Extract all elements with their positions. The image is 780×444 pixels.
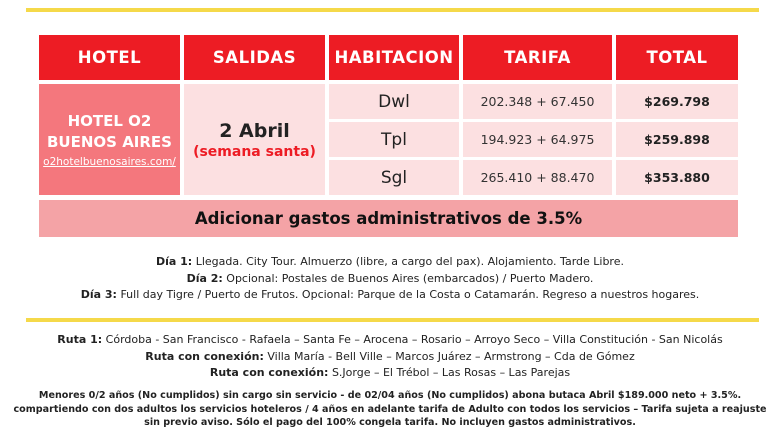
room-type: Dwl	[329, 84, 459, 119]
route-text: Villa María - Bell Ville – Marcos Juárez – Armstrong – Cda de Gómez	[263, 349, 635, 363]
itinerary-day	[0, 254, 780, 271]
day-text: Opcional: Postales de Buenos Aires (embarcados) / Puerto Madero.	[222, 271, 594, 285]
itinerary-day	[0, 271, 780, 288]
salida-date: 2 Abril	[219, 119, 290, 142]
salidas-cell	[184, 84, 325, 195]
room-type: Tpl	[329, 122, 459, 157]
day-label: Día 3:	[80, 288, 117, 301]
room-tarifa: 265.410 + 88.470	[463, 160, 612, 195]
rates-table	[39, 35, 738, 237]
room-type: Sgl	[329, 160, 459, 195]
table-row	[329, 122, 738, 157]
route-text: Córdoba - San Francisco - Rafaela – Santa Fe – Arocena – Rosario – Arroyo Seco – Villa Constitución - San Nicolás	[102, 333, 723, 346]
itinerary-day	[0, 287, 780, 304]
hotel-name-line2: BUENOS AIRES	[47, 133, 172, 151]
admin-fee-banner: Adicionar gastos administrativos de 3.5%	[39, 200, 738, 237]
route-label: Ruta 1:	[57, 333, 103, 346]
fine-print: Menores 0/2 años (No cumplidos) sin cargo sin servicio - de 02/04 años (No cumplidos) abona butaca Abril $189.000 neto + 3.5%. compartiendo con dos adultos los servicios hoteleros / 4 años en adelante tarifa de Adulto con todos los servicios – Tarifa sujeta a reajuste sin previo aviso. Sólo el pago del 100% congela tarifa. No incluyen gastos administrativos.	[13, 390, 767, 428]
header-total: TOTAL	[616, 35, 738, 80]
day-label: Día 2:	[186, 271, 223, 285]
room-total: $353.880	[616, 160, 738, 195]
room-tarifa: 202.348 + 67.450	[463, 84, 612, 119]
room-tarifa: 194.923 + 64.975	[463, 122, 612, 157]
route-line	[0, 332, 780, 349]
itinerary	[0, 254, 780, 304]
top-divider	[26, 8, 759, 12]
salida-note: (semana santa)	[193, 143, 316, 160]
day-label: Día 1:	[156, 255, 193, 268]
route-label: Ruta con conexión:	[145, 349, 264, 363]
day-text: Full day Tigre / Puerto de Frutos. Opcional: Parque de la Costa o Catamarán. Regreso a nuestros hogares.	[116, 288, 700, 301]
route-line	[0, 365, 780, 382]
table-body	[39, 84, 738, 195]
room-total: $269.798	[616, 84, 738, 119]
route-label: Ruta con conexión:	[209, 366, 329, 379]
hotel-cell	[39, 84, 180, 195]
hotel-website-link[interactable]: o2hotelbuenosaires.com/	[43, 156, 176, 168]
route-text: S.Jorge – El Trébol – Las Rosas – Las Parejas	[328, 366, 571, 379]
hotel-name-line1: HOTEL O2	[67, 112, 152, 130]
room-total: $259.898	[616, 122, 738, 157]
header-hotel: HOTEL	[39, 35, 180, 80]
table-row	[329, 84, 738, 119]
table-header-row	[39, 35, 738, 80]
route-line	[0, 349, 780, 366]
header-salidas: SALIDAS	[184, 35, 325, 80]
header-tarifa: TARIFA	[463, 35, 612, 80]
middle-divider	[26, 318, 759, 322]
day-text: Llegada. City Tour. Almuerzo (libre, a cargo del pax). Alojamiento. Tarde Libre.	[192, 255, 624, 268]
table-row	[329, 160, 738, 195]
header-habitacion: HABITACION	[329, 35, 459, 80]
routes	[0, 332, 780, 382]
room-rows	[329, 84, 738, 195]
